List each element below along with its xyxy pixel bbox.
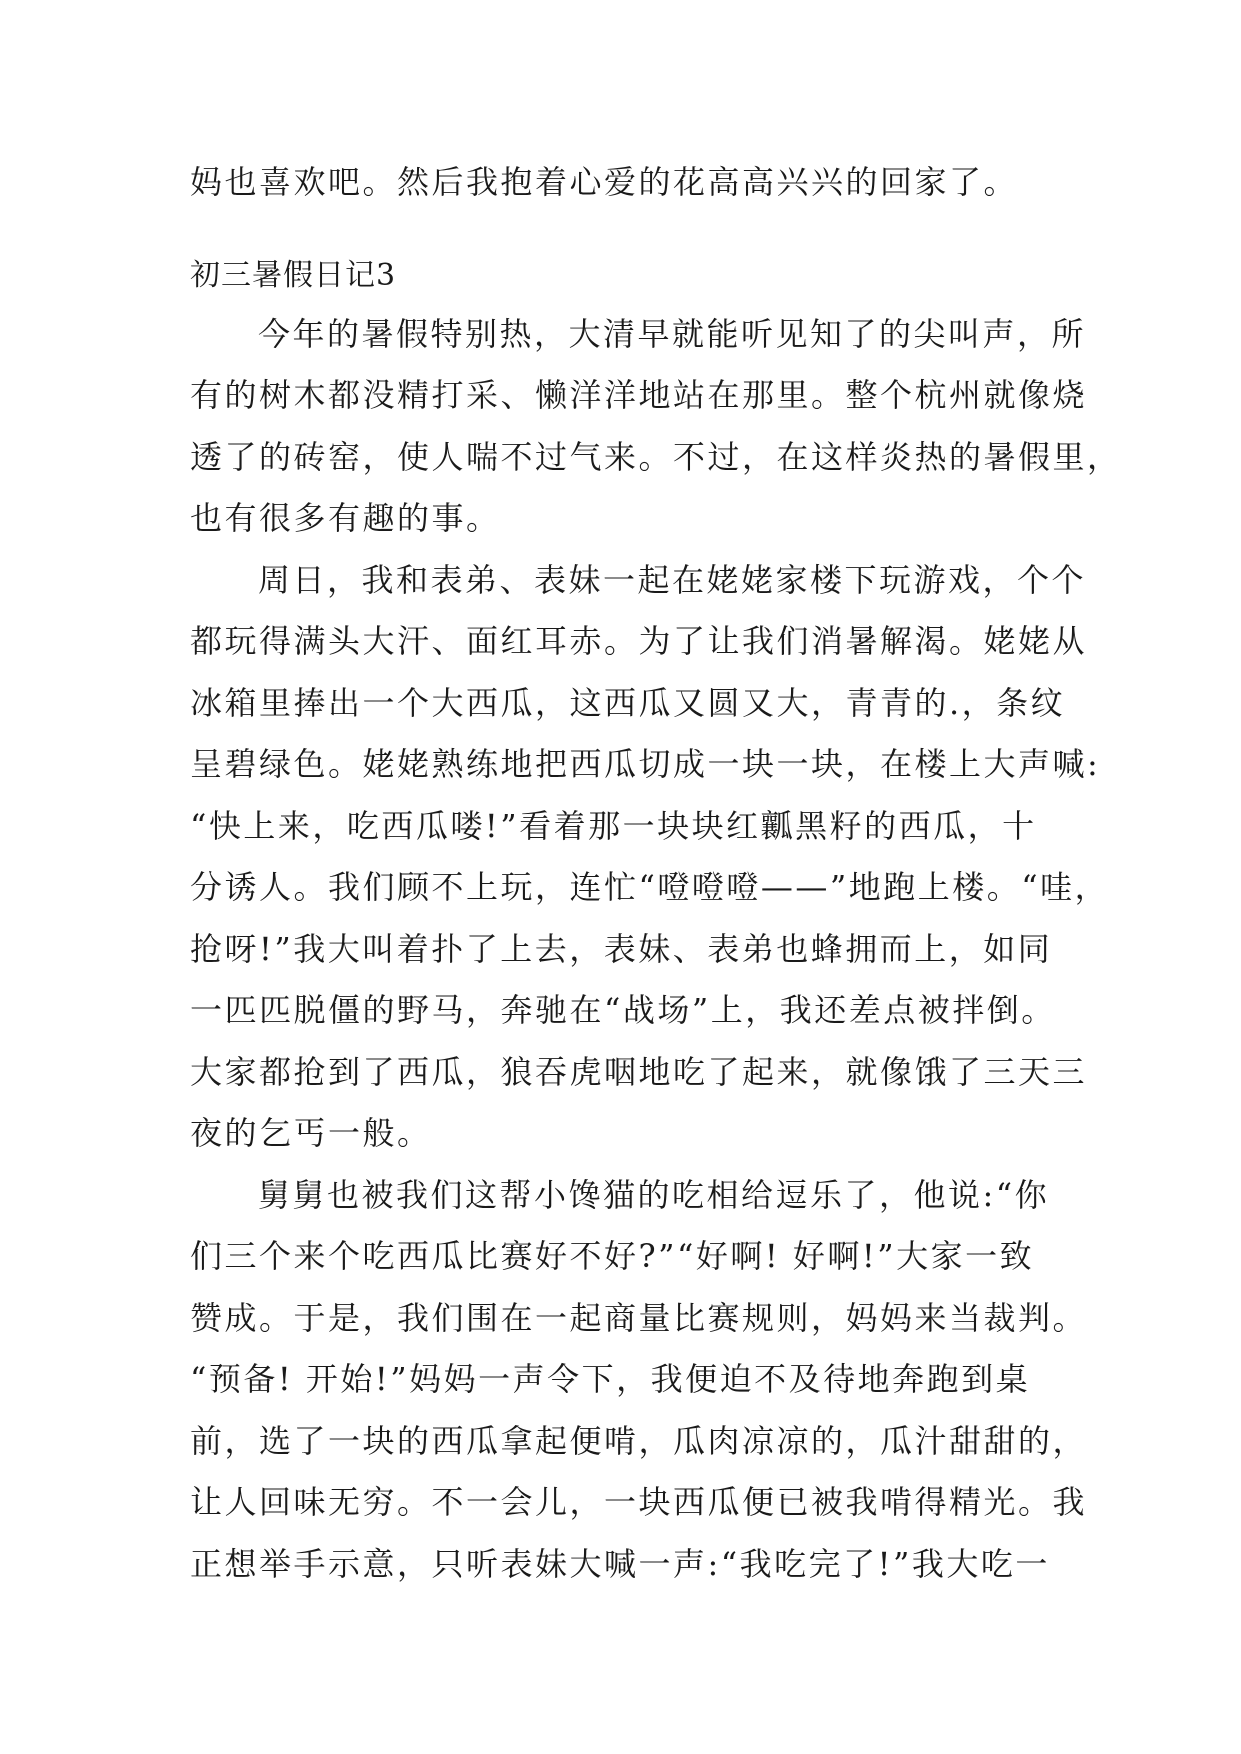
paragraph-line: “预备! 开始!”妈妈一声令下，我便迫不及待地奔跑到桌 [190,1360,1031,1398]
paragraph-line: 也有很多有趣的事。 [190,499,501,537]
document-page [190,152,1122,1595]
paragraph-line: 透了的砖窑，使人喘不过气来。不过，在这样炎热的暑假里， [190,437,1122,476]
paragraph-line: 冰箱里捧出一个大西瓜，这西瓜又圆又大，青青的.，条纹 [190,683,1066,722]
paragraph-line: 呈碧绿色。姥姥熟练地把西瓜切成一块一块，在楼上大声喊: [190,745,1101,783]
intro-line: 妈也喜欢吧。然后我抱着心爱的花高高兴兴的回家了。 [190,163,1019,201]
paragraph-line: 们三个来个吃西瓜比赛好不好?”“好啊! 好啊!”大家一致 [190,1237,1035,1275]
paragraph-line: 大家都抢到了西瓜，狼吞虎咽地吃了起来，就像饿了三天三 [190,1052,1088,1091]
paragraph-line: 都玩得满头大汗、面红耳赤。为了让我们消暑解渴。姥姥从 [190,622,1088,660]
paragraph-line: 夜的乞丐一般。 [190,1114,432,1152]
paragraph-line: 前，选了一块的西瓜拿起便啃，瓜肉凉凉的，瓜汁甜甜的， [190,1421,1088,1460]
paragraph-line: 周日，我和表弟、表妹一起在姥姥家楼下玩游戏，个个 [258,560,1087,599]
paragraph-line: 今年的暑假特别热，大清早就能听见知了的尖叫声，所 [258,314,1087,353]
paragraph-line: 有的树木都没精打采、懒洋洋地站在那里。整个杭州就像烧 [190,376,1088,414]
paragraph-line: 舅舅也被我们这帮小馋猫的吃相给逗乐了，他说:“你 [258,1175,1050,1214]
section-heading: 初三暑假日记3 [190,257,397,293]
paragraph-line: “快上来，吃西瓜喽!”看着那一块块红瓤黑籽的西瓜，十 [190,806,1037,845]
paragraph-line: 分诱人。我们顾不上玩，连忙“噔噔噔——”地跑上楼。“哇， [190,868,1110,906]
paragraph-line: 让人回味无穷。不一会儿，一块西瓜便已被我啃得精光。我 [190,1483,1088,1521]
paragraph-line: 正想举手示意，只听表妹大喊一声:“我吃完了!”我大吃一 [190,1544,1050,1583]
paragraph-line: 一匹匹脱僵的野马，奔驰在“战场”上，我还差点被拌倒。 [190,991,1056,1029]
paragraph-line: 赞成。于是，我们围在一起商量比赛规则，妈妈来当裁判。 [190,1298,1088,1337]
paragraph-line: 抢呀!”我大叫着扑了上去，表妹、表弟也蜂拥而上，如同 [190,929,1053,968]
